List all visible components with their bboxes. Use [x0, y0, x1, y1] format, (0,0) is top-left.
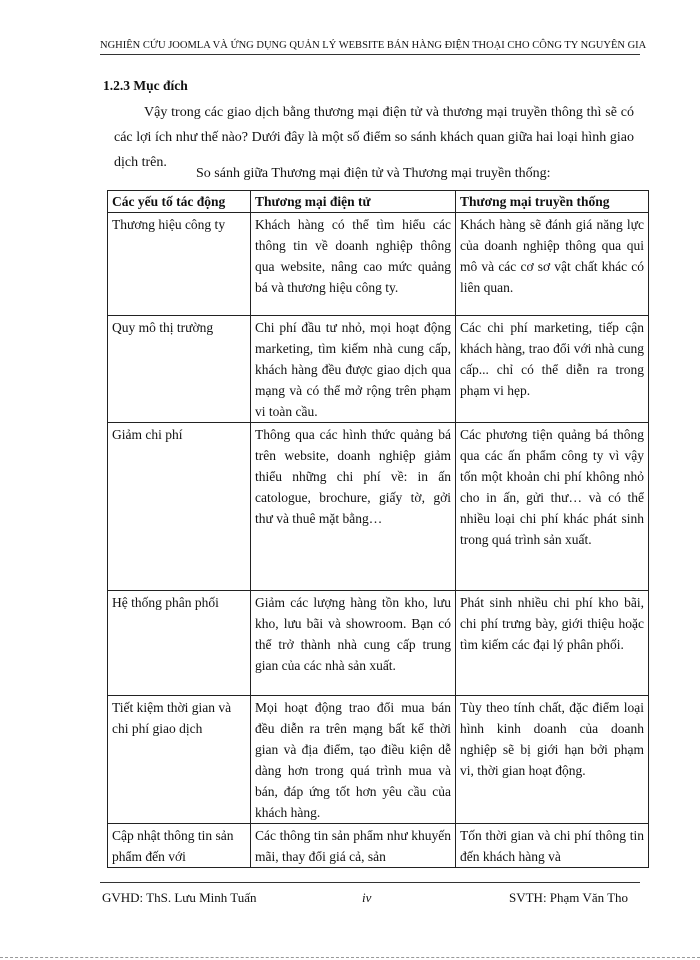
row-traditional: Các chi phí marketing, tiếp cận khách hàng, trao đổi với nhà cung cấp... chỉ có thể diễn ra trong phạm vi hẹp. [456, 316, 649, 423]
comparison-table [107, 190, 649, 868]
row-factor: Quy mô thị trường [108, 316, 251, 423]
row-ecommerce: Các thông tin sản phẩm như khuyến mãi, thay đổi giá cả, sản [251, 824, 456, 868]
section-title: 1.2.3 Mục đích [103, 78, 188, 93]
row-ecommerce: Mọi hoạt động trao đổi mua bán đều diễn ra trên mạng bất kể thời gian và địa điểm, tạo điều kiện dễ dàng hơn trong quá trình mua và bán, đáp ứng tốt hơn yêu cầu của khách hàng. [251, 696, 456, 824]
row-ecommerce: Khách hàng có thể tìm hiểu các thông tin về doanh nghiệp thông qua website, nâng cao mức quảng bá và thương hiệu công ty. [251, 213, 456, 316]
table-caption: So sánh giữa Thương mại điện tử và Thương mại truyền thống: [196, 166, 551, 181]
table-row [108, 591, 649, 696]
page-number: iv [362, 890, 372, 905]
row-factor: Hệ thống phân phối [108, 591, 251, 696]
row-ecommerce: Chi phí đầu tư nhỏ, mọi hoạt động marketing, tìm kiếm nhà cung cấp, khách hàng đều được giao dịch qua mạng và có thể mở rộng trên phạm vi toàn cầu. [251, 316, 456, 423]
table-row [108, 696, 649, 824]
footer-divider [100, 882, 640, 883]
table-row [108, 316, 649, 423]
intro-paragraph: Vậy trong các giao dịch bằng thương mại điện tử và thương mại truyền thông thì sẽ có các lợi ích như thế nào? Dưới đây là một số điểm so sánh khách quan giữa hai loại hình giao dịch trên. [114, 105, 634, 170]
row-factor: Giảm chi phí [108, 423, 251, 591]
footer-student: SVTH: Phạm Văn Tho [509, 890, 629, 905]
running-header: NGHIÊN CỨU JOOMLA VÀ ỨNG DỤNG QUẢN LÝ WEBSITE BÁN HÀNG ĐIỆN THOẠI CHO CÔNG TY NGUYÊN GIA [100, 40, 647, 51]
table-row [108, 824, 649, 868]
table-row [108, 423, 649, 591]
page-bottom-divider [0, 957, 700, 958]
row-traditional: Tốn thời gian và chi phí thông tin đến khách hàng và [456, 824, 649, 868]
table-header-row [108, 191, 649, 213]
row-ecommerce: Thông qua các hình thức quảng bá trên website, doanh nghiệp giảm thiểu những chi phí về: in ấn catologue, brochure, giấy tờ, gởi thư và thuê mặt bằng… [251, 423, 456, 591]
row-traditional: Phát sinh nhiều chi phí kho bãi, chi phí trưng bày, giới thiệu hoặc tìm kiếm các đại lý phân phối. [456, 591, 649, 696]
table-row [108, 213, 649, 316]
row-factor: Thương hiệu công ty [108, 213, 251, 316]
row-factor: Cập nhật thông tin sản phẩm đến với [108, 824, 251, 868]
row-traditional: Các phương tiện quảng bá thông qua các ấn phẩm công ty vì vậy tốn một khoản chi phí không nhỏ cho in ấn, gửi thư… và có thể nhiều loại chi phí khác phát sinh trong quá trình sản xuất. [456, 423, 649, 591]
row-factor: Tiết kiệm thời gian và chi phí giao dịch [108, 696, 251, 824]
header-factors: Các yếu tố tác động [108, 191, 251, 213]
row-ecommerce: Giảm các lượng hàng tồn kho, lưu kho, lưu bãi và showroom. Bạn có thể trở thành nhà cung cấp trung gian của các nhà sản xuất. [251, 591, 456, 696]
header-traditional: Thương mại truyền thống [456, 191, 649, 213]
row-traditional: Khách hàng sẽ đánh giá năng lực của doanh nghiệp thông qua qui mô và các cơ sơ vật chất khác có liên quan. [456, 213, 649, 316]
header-divider [100, 54, 640, 55]
header-ecommerce: Thương mại điện tử [251, 191, 456, 213]
footer-advisor: GVHD: ThS. Lưu Minh Tuấn [102, 890, 257, 905]
row-traditional: Tùy theo tính chất, đặc điểm loại hình kinh doanh của doanh nghiệp sẽ bị giới hạn bởi phạm vi, thời gian hoạt động. [456, 696, 649, 824]
